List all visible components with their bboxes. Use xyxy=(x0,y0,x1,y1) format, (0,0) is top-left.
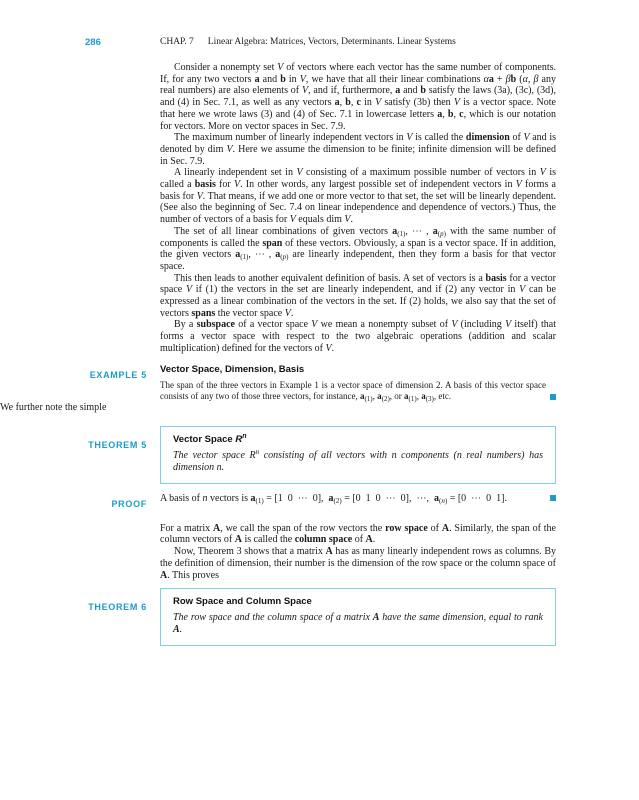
theorem-6-box xyxy=(160,588,556,645)
theorem-6-section xyxy=(0,588,639,645)
paragraph: For a matrix A, we call the span of the row vectors the row space of A. Similarly, the span of the column vectors of A is called the column space of A. xyxy=(160,522,556,546)
theorem-5-label: THEOREM 5 xyxy=(88,440,147,451)
example-label: EXAMPLE 5 xyxy=(89,369,147,380)
end-of-example-square-icon xyxy=(550,394,556,400)
chapter-heading xyxy=(160,37,456,47)
paragraph: A linearly independent set in V consisting of a maximum possible number of vectors in V is called a basis for V. In other words, any largest possible set of independent vectors in V forms a basis for V. That means, if we add one or more vector to that set, the set will be linearly dependent. (See also the beginning of Sec. 7.4 on linear independence and dependence of vectors.) Thus, the number of vectors of a basis for V equals dim V. xyxy=(160,167,556,226)
margin-column xyxy=(0,364,160,402)
end-of-proof-square-icon xyxy=(550,495,556,501)
chapter-label: CHAP. 7 xyxy=(160,37,194,47)
paragraph: Consider a nonempty set V of vectors where each vector has the same number of components. If, for any two vectors a and b in V, we have that all their linear combinations αa + βb (α, β any real numbers) are also elements of V, and if, furthermore, a and b satisfy the laws (3a), (3c), (3d), and (4) in Sec. 7.1, as well as any vectors a, b, c in V satisfy (3b) then V is a vector space. Note that here we wrote laws (3) and (4) of Sec. 7.1 in lowercase letters a, b, c, which is our notation for vectors. More on vector spaces in Sec. 7.9. xyxy=(160,62,557,132)
margin-column xyxy=(0,493,160,512)
margin-column xyxy=(0,426,160,483)
page-number: 286 xyxy=(85,37,101,48)
proof-body xyxy=(160,493,556,505)
paragraph: Now, Theorem 3 shows that a matrix A has as many linearly independent rows as columns. By the definition of dimension, their number is the dimension of the row space or the column space of A. This proves xyxy=(160,546,556,581)
page-body xyxy=(0,62,639,646)
proof-label: PROOF xyxy=(111,498,147,509)
example-text: The span of the three vectors in Example 1 is a vector space of dimension 2. A basis of this vector space consists of any two of those three vectors, for instance, $a_{(1)}$, $a_{(2)}$, or $a_{(1)}$, $a_{(3)}$, etc. xyxy=(160,379,546,403)
paragraph: By a subspace of a vector space V we mean a nonempty subset of V (including V itself) that forms a vector space with respect to the two algebraic operations (addition and scalar multiplication) defined for the vectors of V. xyxy=(160,319,557,354)
theorem-5-title: Vector Space $R^n$ xyxy=(173,433,247,446)
chapter-title: Linear Algebra: Matrices, Vectors, Determinants. Linear Systems xyxy=(207,37,456,47)
example-content xyxy=(160,364,556,402)
theorem-6-label: THEOREM 6 xyxy=(88,602,147,613)
paragraph: This then leads to another equivalent definition of basis. A set of vectors is a basis for a vector space V if (1) the vectors in the set are linearly independent, and if (2) any vector in V can be expressed as a linear combination of the vectors in the set. If (2) holds, we also say that the set of vectors spans the vector space V. xyxy=(160,272,556,319)
example-title: Vector Space, Dimension, Basis xyxy=(160,363,305,375)
theorem-5-box xyxy=(160,426,556,483)
example-body xyxy=(160,380,556,402)
proof-section xyxy=(0,493,639,512)
theorem-5-statement: The vector space $R^n$ consisting of all vectors with n components (n real numbers) has dimension n. xyxy=(173,448,543,473)
after-proof-paragraphs xyxy=(160,523,556,582)
theorem-6-statement: The row space and the column space of a matrix A have the same dimension, equal to rank A. xyxy=(173,612,543,635)
bridge-sentence: We further note the simple xyxy=(0,401,107,413)
theorem-6-title: Row Space and Column Space xyxy=(173,596,312,608)
theorem-5-section xyxy=(0,426,639,483)
proof-text: A basis of n vectors is $a_{(1)} = [1$ 0 ⋯ 0], $a_{(2)} = [0$ 1 0 ⋯ 0], ⋯, $a_{(n)} = [0$ ⋯ 0 1]. xyxy=(160,492,508,505)
paragraph: The set of all linear combinations of given vectors $a_{(1)}$, ⋯ , $a_{(p)}$ with the same number of components is called the span of these vectors. Obviously, a span is a vector space. If in addition, the given vectors $a_{(1)}$, ⋯ , $a_{(p)}$ are linearly independent, then they form a basis for that vector space. xyxy=(160,225,557,272)
paragraph: The maximum number of linearly independent vectors in V is called the dimension of V and is denoted by dim V. Here we assume the dimension to be finite; infinite dimension will be defined in Sec. 7.9. xyxy=(160,132,556,167)
example-5-section xyxy=(0,364,639,402)
running-head xyxy=(0,37,639,51)
margin-column xyxy=(0,588,160,645)
intro-paragraphs xyxy=(160,62,556,355)
